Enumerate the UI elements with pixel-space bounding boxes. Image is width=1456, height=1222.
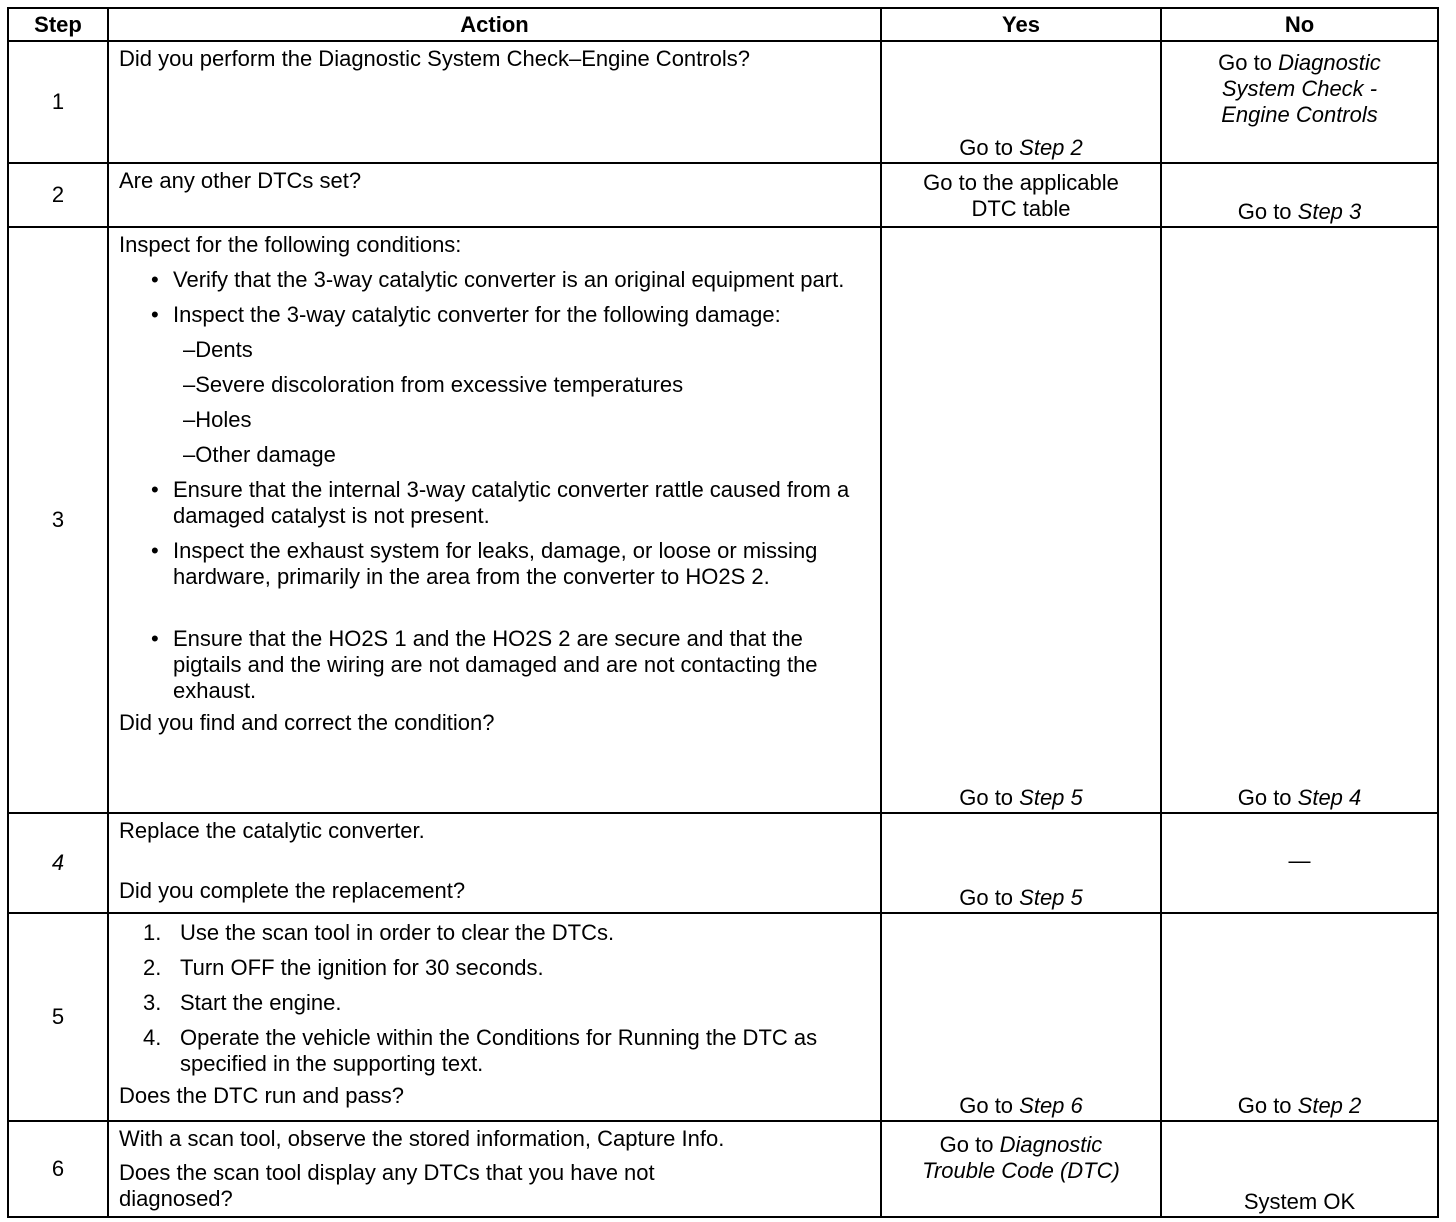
step-number: 5 bbox=[8, 913, 108, 1121]
header-row bbox=[8, 8, 1438, 41]
no-result: Go to Step 4 bbox=[1237, 785, 1362, 810]
step-number: 3 bbox=[8, 227, 108, 813]
yes-cell bbox=[881, 913, 1161, 1121]
list-item: 4. Operate the vehicle within the Conditions for Running the DTC as specified in the supporting text. bbox=[143, 1025, 818, 1076]
procedure-list bbox=[119, 920, 870, 1077]
no-cell bbox=[1161, 41, 1438, 163]
yes-cell bbox=[881, 163, 1161, 227]
action-cell bbox=[108, 41, 881, 163]
step-number: 2 bbox=[8, 163, 108, 227]
no-result: Go to Diagnostic System Check - Engine Controls bbox=[1218, 50, 1381, 127]
yes-result: Go to Step 5 bbox=[959, 785, 1083, 810]
action-cell bbox=[108, 227, 881, 813]
table-row bbox=[8, 41, 1438, 163]
yes-cell bbox=[881, 1121, 1161, 1217]
list-item: 3. Start the engine. bbox=[143, 990, 342, 1015]
table-row bbox=[8, 1121, 1438, 1217]
list-item: • Ensure that the HO2S 1 and the HO2S 2 are secure and that the pigtails and the wiring are not damaged and are not contacting the exhaust. bbox=[151, 626, 870, 704]
yes-cell bbox=[881, 41, 1161, 163]
list-item: – Other damage bbox=[183, 442, 870, 468]
table-row bbox=[8, 913, 1438, 1121]
table-row bbox=[8, 813, 1438, 913]
action-question: Did you complete the replacement? bbox=[119, 878, 466, 903]
no-result: Go to Step 3 bbox=[1237, 199, 1362, 224]
header-yes: Yes bbox=[881, 8, 1161, 41]
yes-result: Go to Step 5 bbox=[959, 885, 1083, 910]
condition-list bbox=[119, 267, 870, 704]
action-cell bbox=[108, 813, 881, 913]
no-result: Go to Step 2 bbox=[1237, 1093, 1362, 1118]
yes-result: Go to Step 6 bbox=[959, 1093, 1083, 1118]
no-result: — bbox=[1288, 848, 1311, 873]
list-item: • Inspect the exhaust system for leaks, damage, or loose or missing hardware, primarily in the area from the converter to HO2S 2. bbox=[151, 538, 870, 590]
no-cell bbox=[1161, 163, 1438, 227]
step-number: 4 bbox=[8, 813, 108, 913]
no-cell bbox=[1161, 913, 1438, 1121]
yes-result: Go to the applicable DTC table bbox=[923, 170, 1119, 221]
header-action: Action bbox=[108, 8, 881, 41]
no-cell bbox=[1161, 813, 1438, 913]
list-item: – Holes bbox=[183, 407, 870, 433]
yes-result: Go to Step 2 bbox=[959, 135, 1083, 160]
list-item: • Verify that the 3-way catalytic converter is an original equipment part. bbox=[151, 267, 870, 293]
action-cell bbox=[108, 163, 881, 227]
diagnostic-table bbox=[7, 7, 1439, 1218]
action-question: Did you perform the Diagnostic System Check–Engine Controls? bbox=[119, 46, 750, 71]
list-item: • Ensure that the internal 3-way catalytic converter rattle caused from a damaged catalyst is not present. bbox=[151, 477, 870, 529]
list-item: – Dents bbox=[183, 337, 870, 363]
yes-result: Go to Diagnostic Trouble Code (DTC) bbox=[922, 1132, 1120, 1183]
list-item: 2. Turn OFF the ignition for 30 seconds. bbox=[143, 955, 544, 980]
no-result: System OK bbox=[1243, 1189, 1356, 1214]
step-number: 6 bbox=[8, 1121, 108, 1217]
action-instruction: Replace the catalytic converter. bbox=[119, 818, 425, 843]
header-no: No bbox=[1161, 8, 1438, 41]
yes-cell bbox=[881, 227, 1161, 813]
list-item: – Severe discoloration from excessive temperatures bbox=[183, 372, 870, 398]
action-intro: Inspect for the following conditions: bbox=[119, 232, 462, 257]
no-cell bbox=[1161, 1121, 1438, 1217]
action-instruction: With a scan tool, observe the stored information, Capture Info. bbox=[119, 1126, 725, 1151]
action-question: Does the scan tool display any DTCs that you have not diagnosed? bbox=[119, 1160, 655, 1211]
damage-list bbox=[173, 337, 870, 468]
action-question: Does the DTC run and pass? bbox=[119, 1083, 404, 1108]
yes-cell bbox=[881, 813, 1161, 913]
list-item: • Inspect the 3-way catalytic converter for the following damage: – Dents – Severe discoloration from excessive temperatures – Holes – Other damage bbox=[151, 302, 870, 468]
action-question: Did you find and correct the condition? bbox=[119, 710, 495, 735]
action-cell bbox=[108, 1121, 881, 1217]
list-item: 1. Use the scan tool in order to clear the DTCs. bbox=[143, 920, 615, 945]
action-cell bbox=[108, 913, 881, 1121]
table-row bbox=[8, 227, 1438, 813]
table-row bbox=[8, 163, 1438, 227]
header-step: Step bbox=[8, 8, 108, 41]
step-number: 1 bbox=[8, 41, 108, 163]
no-cell bbox=[1161, 227, 1438, 813]
action-question: Are any other DTCs set? bbox=[119, 168, 362, 193]
